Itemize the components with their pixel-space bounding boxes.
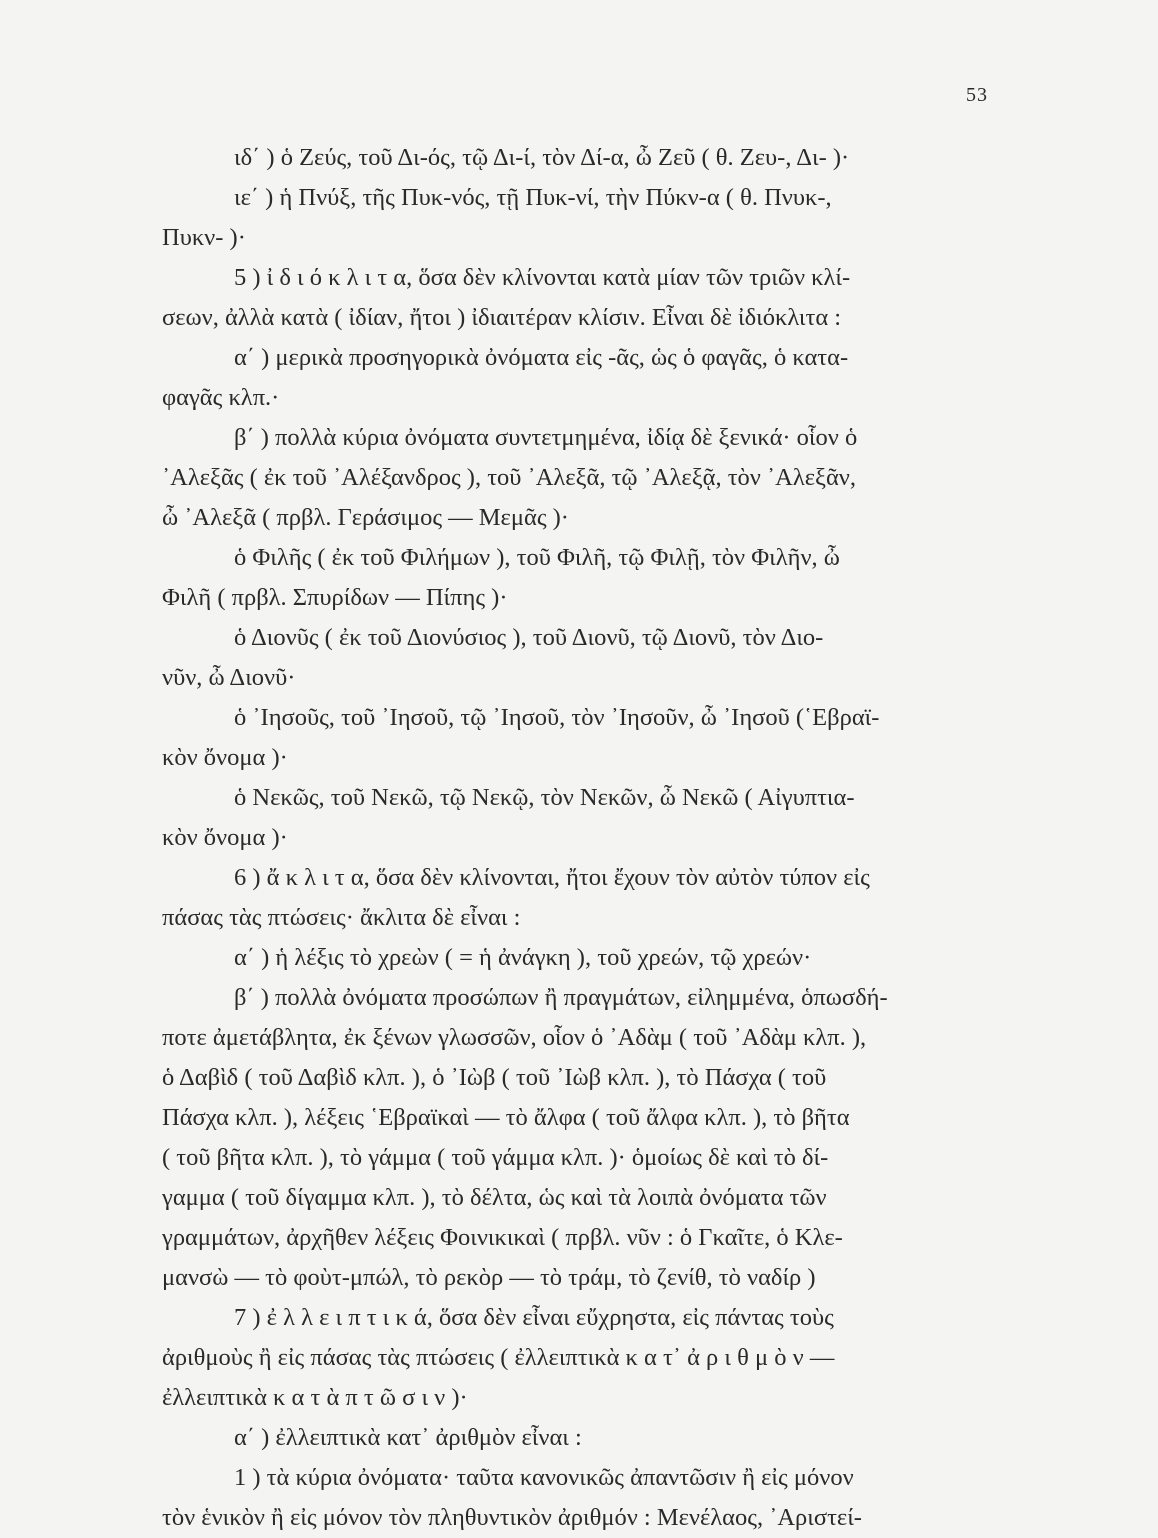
text-line: β΄ ) πολλὰ κύρια ὀνόματα συντετμημένα, ἰδίᾳ δὲ ξενικά· οἷον ὁ bbox=[234, 424, 858, 451]
text-line: ιε΄ ) ἡ Πνύξ, τῆς Πυκ-νός, τῇ Πυκ-νί, τὴν Πύκν-α ( θ. Πνυκ-, bbox=[234, 184, 832, 211]
text-line: 7 ) ἐ λ λ ε ι π τ ι κ ά, ὅσα δὲν εἶναι εὔχρηστα, εἰς πάντας τοὺς bbox=[234, 1304, 834, 1331]
text-line: α΄ ) ἐλλειπτικὰ κατ᾿ ἀριθμὸν εἶναι : bbox=[234, 1424, 582, 1451]
text-line: β΄ ) πολλὰ ὀνόματα προσώπων ἢ πραγμάτων, εἰλημμένα, ὁπωσδή- bbox=[234, 984, 888, 1011]
text-line: ὦ ᾿Αλεξᾶ ( πρβλ. Γεράσιμος — Μεμᾶς )· bbox=[162, 504, 569, 531]
text-line: ὁ Διονῦς ( ἐκ τοῦ Διονύσιος ), τοῦ Διονῦ, τῷ Διονῦ, τὸν Διο- bbox=[234, 624, 824, 651]
text-line: Πάσχα κλπ. ), λέξεις ῾Εβραϊκαὶ — τὸ ἄλφα ( τοῦ ἄλφα κλπ. ), τὸ βῆτα bbox=[162, 1104, 850, 1131]
text-line: φαγᾶς κλπ.· bbox=[162, 384, 280, 411]
text-line: 5 ) ἰ δ ι ό κ λ ι τ α, ὅσα δὲν κλίνονται κατὰ μίαν τῶν τριῶν κλί- bbox=[234, 264, 851, 291]
text-line: σεων, ἀλλὰ κατὰ ( ἰδίαν, ἤτοι ) ἰδιαιτέραν κλίσιν. Εἶναι δὲ ἰδιόκλιτα : bbox=[162, 304, 842, 331]
text-line: ὁ ᾿Ιησοῦς, τοῦ ᾿Ιησοῦ, τῷ ᾿Ιησοῦ, τὸν ᾿Ιησοῦν, ὦ ᾿Ιησοῦ (῾Εβραϊ- bbox=[234, 704, 880, 731]
text-line: α΄ ) μερικὰ προσηγορικὰ ὀνόματα εἰς -ᾶς, ὡς ὁ φαγᾶς, ὁ κατα- bbox=[234, 344, 849, 371]
text-line: γραμμάτων, ἀρχῆθεν λέξεις Φοινικικαὶ ( πρβλ. νῦν : ὁ Γκαῖτε, ὁ Κλε- bbox=[162, 1224, 843, 1251]
text-line: ᾿Αλεξᾶς ( ἐκ τοῦ ᾿Αλέξανδρος ), τοῦ ᾿Αλεξᾶ, τῷ ᾿Αλεξᾷ, τὸν ᾿Αλεξᾶν, bbox=[162, 464, 856, 491]
text-line: γαμμα ( τοῦ δίγαμμα κλπ. ), τὸ δέλτα, ὡς καὶ τὰ λοιπὰ ὀνόματα τῶν bbox=[162, 1184, 827, 1211]
text-line: ὁ Φιλῆς ( ἐκ τοῦ Φιλήμων ), τοῦ Φιλῆ, τῷ Φιλῇ, τὸν Φιλῆν, ὦ bbox=[234, 544, 840, 571]
text-line: ποτε ἀμετάβλητα, ἐκ ξένων γλωσσῶν, οἷον ὁ ᾿Αδὰμ ( τοῦ ᾿Αδὰμ κλπ. ), bbox=[162, 1024, 867, 1051]
text-line: 6 ) ἄ κ λ ι τ α, ὅσα δὲν κλίνονται, ἤτοι ἔχουν τὸν αὐτὸν τύπον εἰς bbox=[234, 864, 870, 891]
text-line: ἐλλειπτικὰ κ α τ ὰ π τ ῶ σ ι ν )· bbox=[162, 1384, 468, 1411]
text-line: ιδ΄ ) ὁ Ζεύς, τοῦ Δι-ός, τῷ Δι-ί, τὸν Δί-α, ὦ Ζεῦ ( θ. Ζευ-, Δι- )· bbox=[234, 144, 850, 171]
text-line: Πυκν- )· bbox=[162, 224, 246, 251]
text-line: κὸν ὄνομα )· bbox=[162, 744, 288, 771]
text-line: νῦν, ὦ Διονῦ· bbox=[162, 664, 296, 691]
text-line: μανσὼ — τὸ φοὺτ-μπώλ, τὸ ρεκὸρ — τὸ τράμ, τὸ ζενίθ, τὸ ναδίρ ) bbox=[162, 1264, 816, 1291]
text-line: ὁ Νεκῶς, τοῦ Νεκῶ, τῷ Νεκῷ, τὸν Νεκῶν, ὦ Νεκῶ ( Αἰγυπτια- bbox=[234, 784, 855, 811]
text-line: ὁ Δαβὶδ ( τοῦ Δαβὶδ κλπ. ), ὁ ᾿Ιὼβ ( τοῦ ᾿Ιὼβ κλπ. ), τὸ Πάσχα ( τοῦ bbox=[162, 1064, 827, 1091]
text-line: 1 ) τὰ κύρια ὀνόματα· ταῦτα κανονικῶς ἀπαντῶσιν ἢ εἰς μόνον bbox=[234, 1464, 854, 1491]
text-line: τὸν ἑνικὸν ἢ εἰς μόνον τὸν πληθυντικὸν ἀριθμόν : Μενέλαος, ᾿Αριστεί- bbox=[162, 1504, 862, 1531]
body-text bbox=[162, 138, 994, 1538]
text-line: πάσας τὰς πτώσεις· ἄκλιτα δὲ εἶναι : bbox=[162, 904, 521, 931]
page-number: 53 bbox=[966, 84, 988, 106]
text-line: Φιλῆ ( πρβλ. Σπυρίδων — Πίπης )· bbox=[162, 584, 508, 611]
text-line: ἀριθμοὺς ἢ εἰς πάσας τὰς πτώσεις ( ἐλλειπτικὰ κ α τ᾿ ἀ ρ ι θ μ ὸ ν — bbox=[162, 1344, 835, 1371]
text-line: α΄ ) ἡ λέξις τὸ χρεὼν ( = ἡ ἀνάγκη ), τοῦ χρεών, τῷ χρεών· bbox=[234, 944, 812, 971]
text-line: κὸν ὄνομα )· bbox=[162, 824, 288, 851]
text-line: ( τοῦ βῆτα κλπ. ), τὸ γάμμα ( τοῦ γάμμα κλπ. )· ὁμοίως δὲ καὶ τὸ δί- bbox=[162, 1144, 829, 1171]
